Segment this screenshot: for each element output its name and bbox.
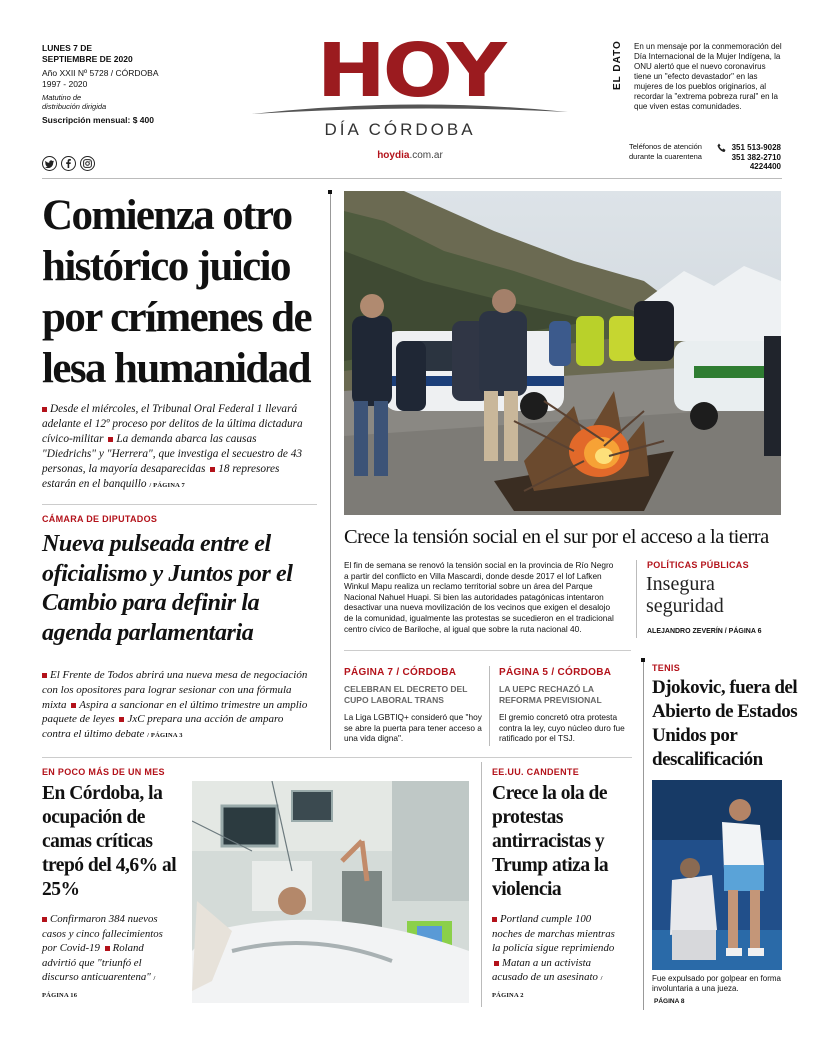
lead-page-ref[interactable]: / PÁGINA 7 — [149, 482, 185, 489]
facebook-icon[interactable] — [61, 156, 76, 171]
camas-page-ref[interactable]: / PÁGINA 16 — [42, 975, 156, 999]
years-line: 1997 - 2020 — [42, 78, 88, 89]
politicas-author: ALEJANDRO ZEVERÍN — [647, 628, 723, 635]
divider-center — [344, 650, 631, 651]
diputados-headline[interactable]: Nueva pulseada entre el oficialismo y Juntos por el Cambio para definir la agenda parlamentaria — [42, 531, 293, 646]
diputados-page-ref[interactable]: / PÁGINA 3 — [147, 732, 183, 740]
politicas-byline — [647, 628, 762, 635]
tenis-page-ref[interactable]: PÁGINA 8 — [654, 998, 685, 1005]
brief1-kicker: PÁGINA 7 / CÓRDOBA — [344, 667, 457, 678]
lead-bullet3: 18 represores estarán en el banquillo — [42, 463, 280, 490]
brief1-body: La Liga LGBTIQ+ consideró que "hoy se abre la puerta para tener acceso a una vida digna". — [344, 712, 482, 743]
djokovic-photo — [652, 780, 782, 970]
politicas-title-line2: seguridad — [646, 595, 724, 617]
divider-bottom — [42, 757, 632, 758]
brief2-kicker: PÁGINA 5 / CÓRDOBA — [499, 667, 612, 678]
phone-icon — [717, 143, 727, 156]
divider-lead — [42, 504, 317, 505]
lead-headline[interactable]: Comienza otro histórico juicio por crímenes de lesa humanidad — [42, 192, 311, 392]
social-icons — [42, 156, 95, 171]
masthead-left — [42, 43, 212, 126]
camas-bullets — [42, 912, 172, 1003]
diputados-kicker: CÁMARA DE DIPUTADOS — [42, 514, 158, 524]
eeuu-bullets — [492, 912, 622, 1003]
lead-bullet1: Desde el miércoles, el Tribunal Oral Federal 1 llevará adelante el 12º proceso por delitos de la última dictadura cívico-militar — [42, 403, 303, 445]
masthead-divider — [42, 178, 782, 179]
column-rule-bottom — [481, 762, 482, 1007]
brief2-title[interactable]: LA UEPC RECHAZÓ LA REFORMA PREVISIONAL — [499, 684, 602, 705]
camas-kicker: EN POCO MÁS DE UN MES — [42, 767, 165, 777]
diputados-bullet3: JxC prepara una acción de amparo contra el último debate — [42, 713, 284, 741]
column-rule-briefs — [489, 666, 490, 746]
lead-bullet2: La demanda abarca las causas "Diedrichs" y "Herrera", que investiga el secuestro de 43 personas, la mayoría desaparecidas — [42, 433, 303, 475]
column-rule-marker — [328, 190, 332, 194]
hospital-photo — [192, 781, 469, 1003]
eeuu-bullet2: Matan a un activista acusado de un asesinato — [492, 956, 598, 983]
eeuu-headline[interactable]: Crece la ola de protestas antirracistas y Trump atiza la violencia — [492, 783, 609, 900]
photo-story-headline[interactable]: Crece la tensión social en el sur por el acceso a la tierra — [344, 526, 769, 548]
dato-label: EL DATO — [612, 40, 623, 90]
phone-label-line1: Teléfonos de atención — [629, 142, 702, 151]
diputados-bullet2: Aspira a sancionar en el último trimestre un amplio paquete de leyes — [42, 698, 308, 726]
phone3[interactable]: 4224400 — [749, 162, 781, 171]
date-line1: LUNES 7 DE — [42, 43, 93, 53]
diputados-bullet1: El Frente de Todos abrirá una nueva mesa de negociación con los opositores para lograr sesionar con una fórmula mixta — [42, 669, 308, 711]
eeuu-bullet1: Portland cumple 100 noches de marchas mientras la policía sigue reprimiendo — [492, 913, 615, 954]
eeuu-kicker: EE.UU. CANDENTE — [492, 767, 580, 777]
tenis-kicker: TENIS — [652, 663, 681, 673]
distribution-line2: distribución dirigida — [42, 102, 107, 111]
phone-label-line2: durante la cuarentena — [629, 151, 702, 161]
politicas-page-ref[interactable]: / PÁGINA 6 — [724, 628, 762, 635]
dato-text: En un mensaje por la conmemoración del Día Internacional de la Mujer Indígena, la ONU alertó que el nuevo coronavirus tiene un "efecto devastador" en las mujeres de los pueblos originarios, al recordar la "extrema pobreza rural" en la que viven estas comunidades. — [634, 42, 782, 111]
column-rule-politicas — [636, 560, 637, 638]
column-rule-left — [330, 190, 331, 750]
issue-line: Año XXII Nº 5728 / CÓRDOBA — [42, 68, 159, 78]
twitter-icon[interactable] — [42, 156, 57, 171]
camas-bullet1: Confirmaron 384 nuevos casos y cinco fallecimientos por Covid-19 — [42, 913, 163, 954]
website-bold: hoydia — [377, 150, 410, 161]
column-rule-right — [643, 658, 644, 1010]
website[interactable] — [330, 150, 490, 161]
logo-swoosh — [250, 102, 570, 116]
phone2[interactable]: 351 382-2710 — [731, 152, 781, 162]
eeuu-page-ref[interactable]: / PÁGINA 2 — [492, 975, 603, 999]
date-line2: SEPTIEMBRE DE 2020 — [42, 53, 133, 64]
djokovic-photo-illustration — [652, 780, 782, 970]
camas-headline[interactable]: En Córdoba, la ocupación de camas críticas trepó del 4,6% al 25% — [42, 783, 177, 900]
logo-wordmark: HOY — [316, 28, 504, 114]
politicas-title-line1: Insegura — [646, 573, 715, 595]
diputados-bullets — [42, 668, 314, 744]
tenis-headline[interactable]: Djokovic, fuera del Abierto de Estados Unidos por descalificación — [652, 677, 798, 770]
logo-subtitle: DÍA CÓRDOBA — [324, 120, 476, 139]
protest-photo-illustration — [344, 191, 781, 515]
photo-story-body: El fin de semana se renovó la tensión social en la provincia de Río Negro a partir del conflicto en Villa Mascardi, donde desde 2017 el lof Lafken Winkul Mapu realiza un reclamo territorial sobre un área del Parque Nacional Nahuel Huapi. Si bien las autoridades patagónicas intentaron desactivar una nueva movilización de los vecinos que exigen el desalojo de la comunidad, igualmente las protestas se sucedieron en el tradicional centro cívico de Bariloche, al igual que sobre la ruta nacional 40. — [344, 560, 614, 634]
logo[interactable] — [300, 28, 520, 114]
politicas-title[interactable] — [646, 573, 724, 617]
instagram-icon[interactable] — [80, 156, 95, 171]
column-rule-right-marker — [641, 658, 645, 662]
distribution-line1: Matutino de — [42, 93, 82, 102]
camas-bullet2: Roland advirtió que "triunfó el discurso anticuarentena" — [42, 942, 151, 983]
lead-bullets — [42, 402, 312, 493]
tenis-caption: Fue expulsado por golpear en forma involuntaria a una jueza. — [652, 974, 781, 993]
brief1-title[interactable]: CELEBRAN EL DECRETO DEL CUPO LABORAL TRANS — [344, 684, 468, 705]
politicas-kicker: POLÍTICAS PÚBLICAS — [647, 560, 749, 570]
protest-photo — [344, 191, 781, 515]
hospital-photo-illustration — [192, 781, 469, 1003]
brief2-body: El gremio concretó otra protesta contra la ley, cuyo núcleo duro fue ratificado por el TSJ. — [499, 712, 625, 743]
subscription: Suscripción mensual: $ 400 — [42, 115, 154, 125]
website-rest: .com.ar — [409, 150, 443, 161]
phone1[interactable]: 351 513-9028 — [731, 143, 781, 152]
